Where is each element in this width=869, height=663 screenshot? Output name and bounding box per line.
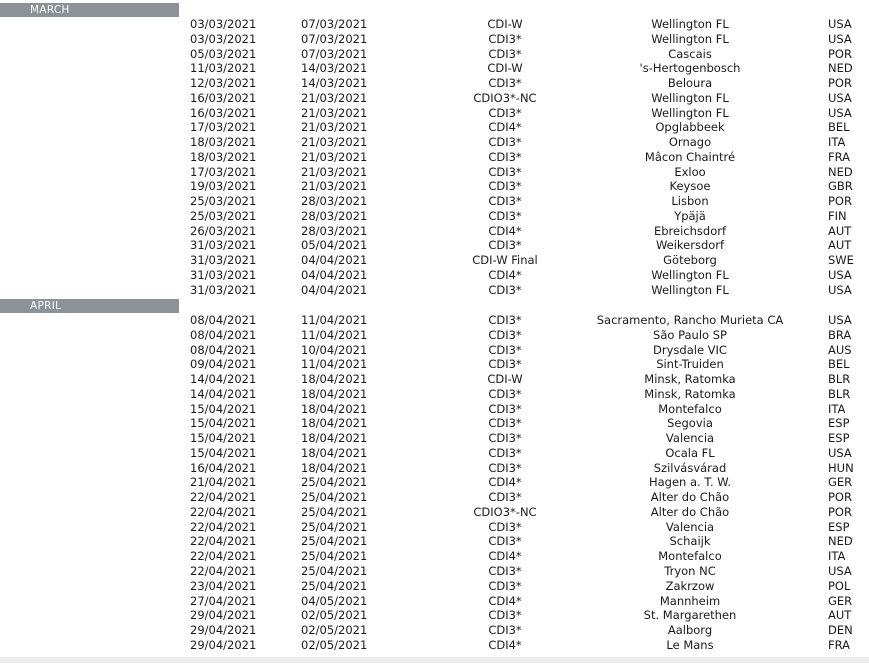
venue: Schaijk bbox=[669, 534, 711, 549]
april-table bbox=[0, 313, 869, 653]
end-date: 21/03/2021 bbox=[301, 135, 368, 150]
end-date: 21/03/2021 bbox=[301, 164, 368, 179]
event-type: CDI3* bbox=[488, 238, 522, 253]
venue: Wellington FL bbox=[651, 282, 729, 297]
end-date: 10/04/2021 bbox=[301, 342, 368, 357]
start-date: 03/03/2021 bbox=[190, 17, 257, 31]
start-date: 22/04/2021 bbox=[190, 490, 257, 505]
table-row bbox=[0, 490, 869, 505]
table-row bbox=[0, 283, 869, 298]
venue: Ypäjä bbox=[674, 208, 706, 223]
start-date: 17/03/2021 bbox=[190, 120, 257, 135]
event-type: CDI-W bbox=[487, 17, 523, 31]
venue: Exloo bbox=[674, 164, 706, 179]
event-type: CDI4* bbox=[488, 120, 522, 135]
country-code: AUT bbox=[828, 608, 852, 623]
end-date: 05/04/2021 bbox=[301, 238, 368, 253]
end-date: 02/05/2021 bbox=[301, 608, 368, 623]
event-type: CDI3* bbox=[488, 431, 522, 446]
start-date: 22/04/2021 bbox=[190, 519, 257, 534]
country-code: USA bbox=[828, 105, 852, 120]
event-type: CDI3* bbox=[488, 105, 522, 120]
end-date: 18/04/2021 bbox=[301, 386, 368, 401]
end-date: 02/05/2021 bbox=[301, 623, 368, 638]
venue: Segovia bbox=[667, 416, 713, 431]
end-date: 25/04/2021 bbox=[301, 564, 368, 579]
start-date: 12/03/2021 bbox=[190, 76, 257, 91]
table-row bbox=[0, 520, 869, 535]
end-date: 21/03/2021 bbox=[301, 179, 368, 194]
table-row bbox=[0, 475, 869, 490]
end-date: 21/03/2021 bbox=[301, 120, 368, 135]
start-date: 18/03/2021 bbox=[190, 135, 257, 150]
venue: Sacramento, Rancho Murieta CA bbox=[596, 313, 784, 327]
venue: Göteborg bbox=[663, 253, 717, 268]
start-date: 31/03/2021 bbox=[190, 282, 257, 297]
end-date: 14/03/2021 bbox=[301, 76, 368, 91]
event-type: CDI3* bbox=[488, 357, 522, 372]
venue: Keysoe bbox=[669, 179, 711, 194]
table-row bbox=[0, 608, 869, 623]
country-code: ESP bbox=[828, 519, 850, 534]
end-date: 25/04/2021 bbox=[301, 490, 368, 505]
table-row bbox=[0, 623, 869, 638]
start-date: 22/04/2021 bbox=[190, 534, 257, 549]
table-row bbox=[0, 357, 869, 372]
venue: Le Mans bbox=[666, 637, 714, 652]
month-header-march: MARCH bbox=[0, 3, 179, 17]
event-type: CDI3* bbox=[488, 179, 522, 194]
end-date: 25/04/2021 bbox=[301, 519, 368, 534]
event-type: CDI3* bbox=[488, 416, 522, 431]
event-type: CDI3* bbox=[488, 135, 522, 150]
country-code: ESP bbox=[828, 416, 850, 431]
venue: Alter do Chão bbox=[650, 490, 730, 505]
country-code: POR bbox=[828, 46, 852, 61]
venue: São Paulo SP bbox=[653, 327, 727, 342]
venue: Beloura bbox=[667, 76, 713, 91]
start-date: 29/04/2021 bbox=[190, 623, 257, 638]
event-type: CDI3* bbox=[488, 401, 522, 416]
start-date: 09/04/2021 bbox=[190, 357, 257, 372]
end-date: 25/04/2021 bbox=[301, 578, 368, 593]
event-type: CDI3* bbox=[488, 490, 522, 505]
country-code: SWE bbox=[828, 253, 854, 268]
end-date: 21/03/2021 bbox=[301, 105, 368, 120]
venue: Mannheim bbox=[659, 593, 721, 608]
table-row bbox=[0, 76, 869, 91]
event-type: CDI-W bbox=[487, 372, 523, 387]
start-date: 15/04/2021 bbox=[190, 401, 257, 416]
end-date: 11/04/2021 bbox=[301, 357, 368, 372]
start-date: 25/03/2021 bbox=[190, 208, 257, 223]
start-date: 11/03/2021 bbox=[190, 61, 257, 76]
page-footer-strip bbox=[0, 657, 869, 663]
start-date: 08/04/2021 bbox=[190, 327, 257, 342]
end-date: 04/05/2021 bbox=[301, 593, 368, 608]
start-date: 08/04/2021 bbox=[190, 342, 257, 357]
end-date: 25/04/2021 bbox=[301, 549, 368, 564]
country-code: BEL bbox=[828, 357, 850, 372]
venue: Montefalco bbox=[658, 401, 722, 416]
country-code: POR bbox=[828, 76, 852, 91]
end-date: 21/03/2021 bbox=[301, 90, 368, 105]
start-date: 21/04/2021 bbox=[190, 475, 257, 490]
country-code: AUT bbox=[828, 238, 852, 253]
table-row bbox=[0, 431, 869, 446]
event-type: CDI3* bbox=[488, 608, 522, 623]
country-code: POR bbox=[828, 194, 852, 209]
venue: Wellington FL bbox=[651, 17, 729, 31]
start-date: 26/03/2021 bbox=[190, 223, 257, 238]
start-date: 22/04/2021 bbox=[190, 504, 257, 519]
start-date: 25/03/2021 bbox=[190, 194, 257, 209]
country-code: ITA bbox=[828, 401, 846, 416]
event-type: CDI3* bbox=[488, 76, 522, 91]
table-row bbox=[0, 416, 869, 431]
table-row bbox=[0, 194, 869, 209]
event-type: CDI3* bbox=[488, 31, 522, 46]
start-date: 16/03/2021 bbox=[190, 105, 257, 120]
table-row bbox=[0, 120, 869, 135]
venue: St. Margarethen bbox=[643, 608, 737, 623]
event-type: CDI3* bbox=[488, 208, 522, 223]
end-date: 11/04/2021 bbox=[301, 327, 368, 342]
venue: Opglabbeek bbox=[655, 120, 725, 135]
event-type: CDI3* bbox=[488, 519, 522, 534]
venue: Ebreichsdorf bbox=[653, 223, 727, 238]
start-date: 29/04/2021 bbox=[190, 637, 257, 652]
table-row bbox=[0, 579, 869, 594]
end-date: 25/04/2021 bbox=[301, 534, 368, 549]
venue: Wellington FL bbox=[651, 105, 729, 120]
venue: Valencia bbox=[665, 431, 715, 446]
country-code: USA bbox=[828, 90, 852, 105]
country-code: NED bbox=[828, 61, 853, 76]
country-code: FRA bbox=[828, 149, 851, 164]
event-type: CDI4* bbox=[488, 268, 522, 283]
country-code: POL bbox=[828, 578, 851, 593]
table-row bbox=[0, 238, 869, 253]
start-date: 31/03/2021 bbox=[190, 253, 257, 268]
country-code: DEN bbox=[828, 623, 853, 638]
start-date: 16/04/2021 bbox=[190, 460, 257, 475]
country-code: BLR bbox=[828, 372, 851, 387]
start-date: 15/04/2021 bbox=[190, 445, 257, 460]
start-date: 22/04/2021 bbox=[190, 549, 257, 564]
venue: Ocala FL bbox=[665, 445, 715, 460]
venue: Minsk, Ratomka bbox=[644, 372, 736, 387]
country-code: USA bbox=[828, 564, 852, 579]
country-code: FRA bbox=[828, 637, 851, 652]
start-date: 31/03/2021 bbox=[190, 238, 257, 253]
event-type: CDI3* bbox=[488, 164, 522, 179]
country-code: ESP bbox=[828, 431, 850, 446]
event-type: CDIO3*-NC bbox=[473, 90, 537, 105]
table-row bbox=[0, 594, 869, 609]
venue: Ornago bbox=[668, 135, 712, 150]
end-date: 21/03/2021 bbox=[301, 149, 368, 164]
event-type: CDI-W bbox=[487, 61, 523, 76]
event-type: CDI4* bbox=[488, 549, 522, 564]
venue: Mâcon Chaintré bbox=[644, 149, 736, 164]
country-code: USA bbox=[828, 282, 852, 297]
country-code: USA bbox=[828, 17, 852, 31]
country-code: USA bbox=[828, 313, 852, 327]
table-row bbox=[0, 402, 869, 417]
end-date: 18/04/2021 bbox=[301, 401, 368, 416]
venue: Weikersdorf bbox=[655, 238, 725, 253]
country-code: FIN bbox=[828, 208, 847, 223]
end-date: 07/03/2021 bbox=[301, 31, 368, 46]
venue: Hagen a. T. W. bbox=[648, 475, 732, 490]
country-code: BEL bbox=[828, 120, 850, 135]
venue: Aalborg bbox=[667, 623, 713, 638]
country-code: GBR bbox=[828, 179, 853, 194]
event-type: CDI3* bbox=[488, 194, 522, 209]
venue: Montefalco bbox=[658, 549, 722, 564]
start-date: 31/03/2021 bbox=[190, 268, 257, 283]
event-type: CDI3* bbox=[488, 534, 522, 549]
venue: Valencia bbox=[665, 519, 715, 534]
event-type: CDI4* bbox=[488, 637, 522, 652]
country-code: ITA bbox=[828, 135, 846, 150]
table-row bbox=[0, 343, 869, 358]
event-type: CDI3* bbox=[488, 386, 522, 401]
start-date: 16/03/2021 bbox=[190, 90, 257, 105]
start-date: 29/04/2021 bbox=[190, 608, 257, 623]
table-row bbox=[0, 17, 869, 32]
end-date: 28/03/2021 bbox=[301, 194, 368, 209]
start-date: 19/03/2021 bbox=[190, 179, 257, 194]
table-row bbox=[0, 564, 869, 579]
end-date: 07/03/2021 bbox=[301, 46, 368, 61]
venue: 's-Hertogenbosch bbox=[639, 61, 741, 76]
table-row bbox=[0, 47, 869, 62]
country-code: USA bbox=[828, 445, 852, 460]
start-date: 15/04/2021 bbox=[190, 431, 257, 446]
start-date: 08/04/2021 bbox=[190, 313, 257, 327]
event-type: CDI4* bbox=[488, 593, 522, 608]
end-date: 18/04/2021 bbox=[301, 416, 368, 431]
start-date: 15/04/2021 bbox=[190, 416, 257, 431]
start-date: 18/03/2021 bbox=[190, 149, 257, 164]
event-type: CDI3* bbox=[488, 46, 522, 61]
country-code: POR bbox=[828, 504, 852, 519]
table-row bbox=[0, 461, 869, 476]
event-type: CDI-W Final bbox=[472, 253, 538, 268]
start-date: 27/04/2021 bbox=[190, 593, 257, 608]
table-row bbox=[0, 638, 869, 653]
country-code: POR bbox=[828, 490, 852, 505]
event-type: CDIO3*-NC bbox=[473, 504, 537, 519]
start-date: 17/03/2021 bbox=[190, 164, 257, 179]
table-row bbox=[0, 209, 869, 224]
venue: Alter do Chão bbox=[650, 504, 730, 519]
end-date: 18/04/2021 bbox=[301, 431, 368, 446]
start-date: 23/04/2021 bbox=[190, 578, 257, 593]
table-row bbox=[0, 150, 869, 165]
end-date: 04/04/2021 bbox=[301, 282, 368, 297]
end-date: 11/04/2021 bbox=[301, 313, 368, 327]
table-row bbox=[0, 32, 869, 47]
event-type: CDI3* bbox=[488, 460, 522, 475]
event-type: CDI4* bbox=[488, 475, 522, 490]
country-code: AUT bbox=[828, 223, 852, 238]
country-code: AUS bbox=[828, 342, 852, 357]
table-row bbox=[0, 135, 869, 150]
end-date: 25/04/2021 bbox=[301, 504, 368, 519]
table-row bbox=[0, 268, 869, 283]
table-row bbox=[0, 534, 869, 549]
venue: Wellington FL bbox=[651, 31, 729, 46]
country-code: HUN bbox=[828, 460, 854, 475]
table-row bbox=[0, 165, 869, 180]
start-date: 22/04/2021 bbox=[190, 564, 257, 579]
march-table bbox=[0, 17, 869, 298]
venue: Minsk, Ratomka bbox=[644, 386, 736, 401]
end-date: 18/04/2021 bbox=[301, 460, 368, 475]
event-type: CDI3* bbox=[488, 342, 522, 357]
venue: Wellington FL bbox=[651, 90, 729, 105]
table-row bbox=[0, 372, 869, 387]
start-date: 05/03/2021 bbox=[190, 46, 257, 61]
country-code: ITA bbox=[828, 549, 846, 564]
venue: Szilvásvárad bbox=[653, 460, 727, 475]
event-type: CDI3* bbox=[488, 327, 522, 342]
start-date: 14/04/2021 bbox=[190, 386, 257, 401]
month-header-april: APRIL bbox=[0, 299, 179, 313]
event-type: CDI3* bbox=[488, 578, 522, 593]
end-date: 28/03/2021 bbox=[301, 223, 368, 238]
end-date: 04/04/2021 bbox=[301, 253, 368, 268]
country-code: BRA bbox=[828, 327, 852, 342]
start-date: 14/04/2021 bbox=[190, 372, 257, 387]
start-date: 03/03/2021 bbox=[190, 31, 257, 46]
country-code: USA bbox=[828, 268, 852, 283]
country-code: GER bbox=[828, 593, 853, 608]
end-date: 04/04/2021 bbox=[301, 268, 368, 283]
table-row bbox=[0, 253, 869, 268]
venue: Drysdale VIC bbox=[653, 342, 727, 357]
event-type: CDI3* bbox=[488, 149, 522, 164]
table-row bbox=[0, 106, 869, 121]
event-type: CDI3* bbox=[488, 282, 522, 297]
table-row bbox=[0, 313, 869, 328]
end-date: 02/05/2021 bbox=[301, 637, 368, 652]
venue: Wellington FL bbox=[651, 268, 729, 283]
venue: Lisbon bbox=[671, 194, 709, 209]
table-row bbox=[0, 224, 869, 239]
end-date: 07/03/2021 bbox=[301, 17, 368, 31]
country-code: NED bbox=[828, 164, 853, 179]
event-type: CDI3* bbox=[488, 445, 522, 460]
end-date: 28/03/2021 bbox=[301, 208, 368, 223]
end-date: 14/03/2021 bbox=[301, 61, 368, 76]
venue: Zakrzow bbox=[665, 578, 715, 593]
venue: Tryon NC bbox=[664, 564, 716, 579]
country-code: GER bbox=[828, 475, 853, 490]
event-type: CDI4* bbox=[488, 223, 522, 238]
venue: Cascais bbox=[668, 46, 712, 61]
country-code: BLR bbox=[828, 386, 851, 401]
table-row bbox=[0, 328, 869, 343]
table-row bbox=[0, 549, 869, 564]
country-code: USA bbox=[828, 31, 852, 46]
table-row bbox=[0, 91, 869, 106]
venue: Sint-Truiden bbox=[656, 357, 724, 372]
table-row bbox=[0, 387, 869, 402]
event-type: CDI3* bbox=[488, 564, 522, 579]
table-row bbox=[0, 61, 869, 76]
end-date: 18/04/2021 bbox=[301, 372, 368, 387]
end-date: 25/04/2021 bbox=[301, 475, 368, 490]
end-date: 18/04/2021 bbox=[301, 445, 368, 460]
table-row bbox=[0, 446, 869, 461]
country-code: NED bbox=[828, 534, 853, 549]
table-row bbox=[0, 505, 869, 520]
event-type: CDI3* bbox=[488, 623, 522, 638]
event-type: CDI3* bbox=[488, 313, 522, 327]
table-row bbox=[0, 179, 869, 194]
